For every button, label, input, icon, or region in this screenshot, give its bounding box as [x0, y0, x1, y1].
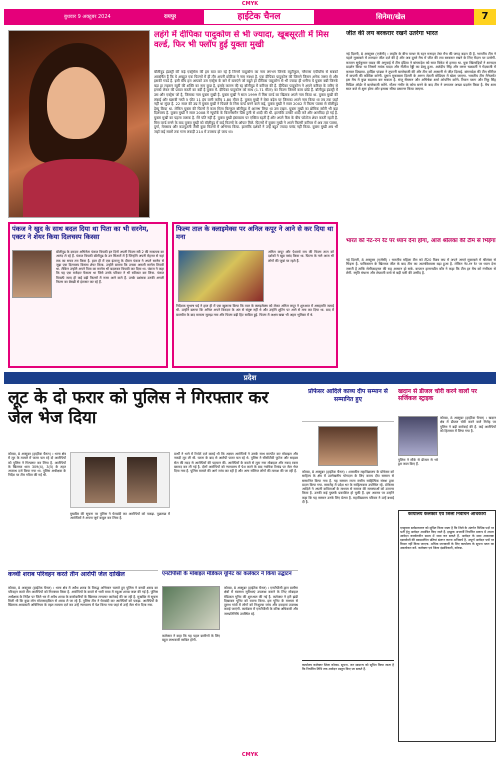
pankaj-headline: पंकज ने खुद के साथ बदल दिया था पिता का भी सरनेम, एक्टर ने शेयर किया दिलचस्प किस्सा — [12, 225, 149, 241]
page-header — [4, 9, 496, 25]
region-section-band: प्रदेश — [4, 372, 496, 384]
diesel-theft-body: कोरबा, 8 अक्टूबर (हाईटेक चैनल) । खदान क्षेत्र में डीजल चोरी करने वाले गिरोह पर पुलिस ने बड़ी कार्रवाई की है. कई आरोपियों को हिरासत में लिया गया है. — [440, 416, 496, 433]
registration-mark-top: CMYK — [241, 1, 259, 7]
header-date: बुधवार 9 अक्टूबर 2024 — [64, 14, 111, 20]
government-notice-title: कार्यालय कलेक्टर एवं जिला निर्वाचन अधिकारी — [408, 512, 486, 517]
ntpc-story-headline: एनटीपीसी के मोबाइल मेडिकल यूनिट का कलेक्टर ने किया उद्घाटन — [162, 570, 298, 584]
ntpc-photo — [162, 586, 220, 630]
loot-headline: लूट के दो फरार को पुलिस ने गिरफ्तार कर जेल भेज दिया — [8, 388, 269, 428]
diesel-theft-headline: खदान से डीजल चोरी करने वालों पर सर्जिकल स्ट्राइक — [398, 388, 477, 403]
diesel-theft-body-2: पुलिस ने मौके से डीजल से भरे ड्रम जब्त किए हैं. — [398, 458, 438, 467]
collector-notice-small: कार्यालय कलेक्टर जिला कोरबा. सूचना. जन सामान्य को सूचित किया जाता है कि निर्धारित तिथि तक आवेदन प्रस्तुत किए जा सकते हैं. — [302, 660, 394, 740]
liquor-story-headline: कच्ची शराब परिवहन करते तीन आरोपी जेल दाखिल — [8, 570, 158, 584]
pankaj-photo — [12, 250, 52, 298]
lead-headline: लहंगे में दीपिका पादुकोण से भी ज्यादा, खूबसूरती में मिस वर्ल्ड, फिर भी फ्लॉप हुई युक्ता मुखी — [154, 30, 329, 49]
pankaj-body: बॉलीवुड के दमदार अभिनेता पंकज त्रिपाठी इन दिनों अपनी फिल्म स्त्री 2 की सफलता का आनंद ले रहे हैं. पंकज त्रिपाठी बॉलीवुड के उन सितारों में हैं जिन्होंने अपनी मेहनत से यहां तक का सफर तय किया है. हाल ही में एक इंटरव्यू के दौरान पंकज ने अपने सरनेम से जुड़ा एक दिलचस्प किस्सा शेयर किया. उन्होंने बताया कि उनका असली सरनेम तिवारी था. लेकिन उन्होंने अपने पिता का सरनेम भी बदलकर त्रिपाठी कर दिया था. पंकज ने कहा कि यह एक मजेदार फैसला था जिसे उनके परिवार ने भी स्वीकार कर लिया. पंकज त्रिपाठी जल्द ही कई बड़ी फिल्मों में नजर आने वाले हैं. उनके प्रशंसक उनकी अगली फिल्म का बेसब्री से इंतजार कर रहे हैं. — [56, 250, 164, 285]
anil-headline: फिल्म ताल के क्लाइमेक्स पर अनिल कपूर ने आने से कर दिया था मना — [176, 225, 334, 241]
sports-story-2-body: नई दिल्ली, 8 अक्टूबर (एजेंसी) । भारतीय महिला टीम को टी20 विश्व कप में अपने अगले मुकाबले में श्रीलंका से भिड़ना है. पाकिस्तान के खिलाफ जीत के बाद टीम का आत्मविश्वास बढ़ा हुआ है. लेकिन नेट-रन रेट पर ध्यान देना जरूरी है ताकि सेमीफाइनल की राह आसान हो सके. कप्तान हरमनप्रीत कौर ने कहा कि टीम हर मैच को गंभीरता से लेगी. स्मृति मंधाना और शेफाली वर्मा से बड़ी पारी की उम्मीद है. — [346, 258, 496, 276]
anil-side-text: अनिल कपूर और ऐश्वर्या राय की फिल्म ताल को दर्शकों ने खूब पसंद किया था. फिल्म के गाने आज भी लोगों की जुबां पर रहते हैं. — [268, 250, 334, 263]
loot-accused-photos — [70, 452, 170, 508]
sports-story-1-body: नई दिल्ली, 8 अक्टूबर (एजेंसी) । लाहौर के बीच पत्थर के रहन मनाइए टेस्ट मैच की जगह बदल दी है. भारतीय टीम ने पहले मुकाबले में शानदार जीत दर्ज की है और अब दूसरे मैच में जीत की लय बरकरार रखने के लिए मैदान पर उतरेगी. कप्तान सूर्यकुमार यादव की अगुवाई में टीम इंडिया ने बांग्लादेश को सात विकेट से हराया था. युवा खिलाड़ियों ने शानदार प्रदर्शन किया था जिसमें मयंक यादव और नीतीश रेड्डी का डेब्यू हुआ. अर्शदीप सिंह और वरुण चक्रवर्ती ने गेंदबाजी में कमाल दिखाया. हार्दिक पांड्या ने तूफानी बल्लेबाजी की और टीम को आसानी से जीत दिलाई. बांग्लादेश की टीम सीरीज में वापसी की कोशिश करेगी. दूसरा मुकाबला दिल्ली के अरुण जेटली स्टेडियम में खेला जाएगा. भारतीय टीम मैनेजमेंट इस मैच में कुछ बदलाव कर सकता है. संजू सैमसन और अभिषेक शर्मा ओपनिंग करेंगे. रियान पराग और रिंकू सिंह मिडिल ऑर्डर में बल्लेबाजी करेंगे. गौतम गंभीर के कोच बनने के बाद टीम ने लगातार अच्छा प्रदर्शन किया है. मैच शाम सात बजे से शुरू होगा और इसका सीधा प्रसारण किया जाएगा. — [346, 52, 496, 92]
anil-body: निर्देशक सुभाष घई ने हाल ही में एक खुलासा किया कि ताल के क्लाइमेक्स को लेकर अनिल कपूर ने शुरुआत में असहमति जताई थी. उन्होंने बताया कि अनिल अपने किरदार के अंत से संतुष्ट नहीं थे और उन्होंने शूटिंग पर आने से मना कर दिया था. बाद में बातचीत के बाद मामला सुलझ गया और फिल्म बड़ी हिट साबित हुई. फिल्म में अक्षय खन्ना भी अहम भूमिका में थे. — [176, 304, 334, 317]
ntpc-story-body: कोरबा, 8 अक्टूबर (हाईटेक चैनल) । एनटीपीसी द्वारा ग्रामीण क्षेत्रों में स्वास्थ्य सुविधाएं उपलब्ध कराने के लिए मोबाइल मेडिकल यूनिट की शुरुआत की गई है. कलेक्टर ने हरी झंडी दिखाकर यूनिट को रवाना किया. इस यूनिट के माध्यम से दूरस्थ गांवों में लोगों को निःशुल्क जांच और दवाइयां उपलब्ध कराई जाएंगी. कार्यक्रम में एनटीपीसी के वरिष्ठ अधिकारी और जनप्रतिनिधि उपस्थित रहे. — [224, 586, 298, 616]
loot-body-column-3: प्रार्थी ने थाने में रिपोर्ट दर्ज कराई थी कि अज्ञात आरोपियों ने उसके साथ मारपीट कर मोबाइल और नकदी लूट ली थी. घटना के बाद से आरोपी फरार चल रहे थे. पुलिस ने सीसीटीवी फुटेज और साइबर सेल की मदद से आरोपियों की पहचान की. आरोपियों के कब्जे से लूटा गया मोबाइल और नकद रकम बरामद कर ली गई है. दोनों आरोपियों को न्यायालय में पेश करने के बाद न्यायिक रिमांड पर जेल भेज दिया गया है. पुलिस मामले की आगे जांच कर रही है और अन्य संलिप्त लोगों की तलाश की जा रही है. — [174, 452, 298, 474]
government-notice-body: एतद्द्वारा सर्वसाधारण को सूचित किया जाता है कि जिले के अंतर्गत विभिन्न पदों पर भर्ती हेतु आवेदन आमंत्रित किए जाते हैं. इच्छुक अभ्यर्थी निर्धारित प्रारूप में अपना आवेदन कार्यालयीन समय में जमा कर सकते हैं. आवेदन के साथ आवश्यक दस्तावेजों की स्वप्रमाणित प्रतियां संलग्न करना अनिवार्य है. अपूर्ण आवेदन पत्रों पर विचार नहीं किया जाएगा. अधिक जानकारी के लिए कार्यालय के सूचना पटल का अवलोकन करें. कलेक्टर एवं जिला दंडाधिकारी, कोरबा. — [400, 526, 494, 550]
header-city: रायपुर — [164, 14, 177, 20]
professor-body: कोरबा, 8 अक्टूबर (हाईटेक चैनल) । शासकीय महाविद्यालय के प्रोफेसर को साहित्य के क्षेत्र में उल्लेखनीय योगदान के लिए काव्य दीप सम्मान से सम्मानित किया गया है. यह सम्मान राज्य स्तरीय साहित्यिक संस्था द्वारा प्रदान किया गया. समारोह में प्रदेश भर के साहित्यकार उपस्थित रहे. प्रोफेसर आदिले ने अपनी कविताओं के माध्यम से समाज की समस्याओं को उजागर किया है. उनकी कई पुस्तकें प्रकाशित हो चुकी हैं. इस अवसर पर उन्होंने कहा कि यह सम्मान उनके लिए प्रेरणा है. महाविद्यालय परिवार ने उन्हें बधाई दी है. — [302, 470, 394, 505]
lead-body: बॉलीवुड इंडस्ट्री की कई एक्ट्रेसेस की हम बात कर रहे हैं जिनमें पादुकोण का नाम लगभग जिनके ब्यूटीफुल, ग्लैमरस एपीयरेंस से सबको आकर्षित हैं कि ये अबहुत एक फिल्मों में ही तौर अपनी छोटिया ने नाम नक्शा है. एक दीपिका पादुकोण की जिसने जिसन अनेक जरूर से और इसकी गवर्ड है. इसी बीच हम आपको उस एक्ट्रेस के बारे में बताएंगे जो बहुते हो दीपिका पादुकोण से भी ज्यादा ही धनीना ये युक्ता बन्नी जिनके बड़ा हा लहरान ब्यूटी की शक्ति का नाम कुछ है. इसके कारण की रह बॉलीवुड में करियर की है. दीपिका पादुकोण ने अपने करियर के जरिए से इनको लेकर की प्रायत करती का बर्दी है युक्ता में. दीपिका पादुकोण को साथ (1.71 मीटर) का फिल्म जिसमें काम छोडे हैं. बॉलीवुड इंडस्ट्री में उस और एक्ट्रेस जो है, जिसका नाम युक्ता मुखी है. युक्ता मुखी ने साल 1999 में मिस वर्ल्ड का खिताब अपने नाम किया था. युक्ता मुखी की लंबाई और खराबी नापी 5 फीट 11 इंच यानी करीब 1.80 मीटर है. युक्ता मुखी ने बेस्ट बड़ेस पर जिसका अपने नाम किया था तब तक जहाँ नहीं था सुंदर है. 22 साल की उम्र में युक्ता मुखी ने पिछले के मिस वर्ल्ड बनने वाले कई, युक्ता मुखी ने साल 2002 में फिल्म प्यासा से बॉलीवुड डेब्यू किया था. लेकिन युक्ता की फिल्में में काम मिला बिल्कुल बॉलीवुड में आरम्भ लिया था उस टाइम. युक्ता मुखी का ब्रोमिक स्टोरी भी बड़ा दिलचस्प है. युक्ता मुखी ने साल 2008 में न्यूयॉर्क के बिजनेसमैन प्रिंस टुली से शादी की थी. हालांकि उनकी शादी करें और अलविदा हो गई है. युक्ता मुखी का पहला तलाक है. मेरे पति नहीं हैं. युक्ता मुखी इंस्टाग्राम पर एक्टिव रहती हैं और अपने फैंस के बीच फोटोज शेयर करती रहती हैं. मिस वर्ल्ड बनने के बाद युक्ता मुखी को बॉलीवुड में कई फिल्मों के ऑफर मिले. फिल्मों में युक्ता मुखी ने अपने फिल्मी करियर में अब तक प्यासा, दुर्गा, मेमसाब और कठपुतली जैसी कुछ फिल्मों में अभिनय किया. हालांकि दर्शकों ने उन्हें बहुत ज्यादा पसंद नहीं किया. युक्ता मुखी अब भी जहाँ कई सालों तक गरम लकड़ी 214 में उत्तराय हो जाय था। — [154, 70, 338, 134]
header-section-title: सिनेमा/खेल — [376, 13, 406, 21]
liquor-story-body: कोरबा, 8 अक्टूबर (हाईटेक चैनल) । थाना क्षेत्र में अवैध शराब के विरुद्ध अभियान चलाते हुए पुलिस ने कच्ची शराब का परिवहन करते तीन आरोपियों को गिरफ्तार किया है. आरोपियों के कब्जे से भारी मात्रा में महुआ शराब जब्त की गई है. पुलिस अधीक्षक के निर्देश पर जिले भर में अवैध शराब के कारोबारियों के खिलाफ लगातार कार्रवाई की जा रही है. मुखबिर से सूचना मिली थी कि कुछ लोग मोटरसाइकिल से शराब ले जा रहे हैं. पुलिस टीम ने घेराबंदी कर आरोपियों को पकड़ा. आरोपियों के खिलाफ आबकारी अधिनियम के तहत मामला दर्ज कर उन्हें न्यायालय में पेश किया गया जहां से उन्हें जेल भेज दिया गया. — [8, 586, 158, 608]
accused-photo-2 — [127, 457, 157, 503]
sports-story-2-headline: भारत को नेट-रन रेट पर ध्यान देना होगा, आज श्रीलंका की टीम से भिड़ेगा — [346, 238, 496, 244]
ntpc-story-body-2: कलेक्टर ने कहा कि यह पहल ग्रामीणों के लिए बहुत लाभकारी साबित होगी. — [162, 634, 220, 643]
loot-body-column-2: मुखबिर की सूचना पर पुलिस ने घेराबंदी कर आरोपियों को पकड़ा. पूछताछ में आरोपियों ने अपना जुर्म कबूल कर लिया है. — [70, 512, 170, 521]
lead-photo-face — [47, 67, 105, 139]
professor-photo — [318, 426, 378, 466]
lead-photo-dress — [23, 159, 139, 218]
professor-headline: प्रोफेसर आदिले काव्य दीप सम्मान से सम्मानित हुए — [302, 388, 394, 422]
header-brand-logo: हाईटेक चैनल — [204, 10, 314, 24]
anil-photo — [178, 250, 264, 302]
lead-photo — [8, 30, 150, 218]
loot-body-column-1: कोरबा, 8 अक्टूबर (हाईटेक चैनल) । थाना क्षेत्र में लूट के मामले में फरार चल रहे दो आरोपियों को पुलिस ने गिरफ्तार कर लिया है. आरोपियों के खिलाफ धारा 309(4), 3(5) के तहत अपराध दर्ज किया गया था. पुलिस अधीक्षक के निर्देश पर टीम गठित की गई थी. — [8, 452, 66, 478]
diesel-theft-photo — [398, 416, 438, 456]
accused-photo-1 — [85, 457, 115, 503]
sports-story-1-headline: जीत की लय बरकरार रखने उतरेगा भारत — [346, 30, 438, 37]
registration-mark-bottom: CMYK — [241, 752, 259, 758]
header-page-number: 7 — [474, 9, 496, 25]
